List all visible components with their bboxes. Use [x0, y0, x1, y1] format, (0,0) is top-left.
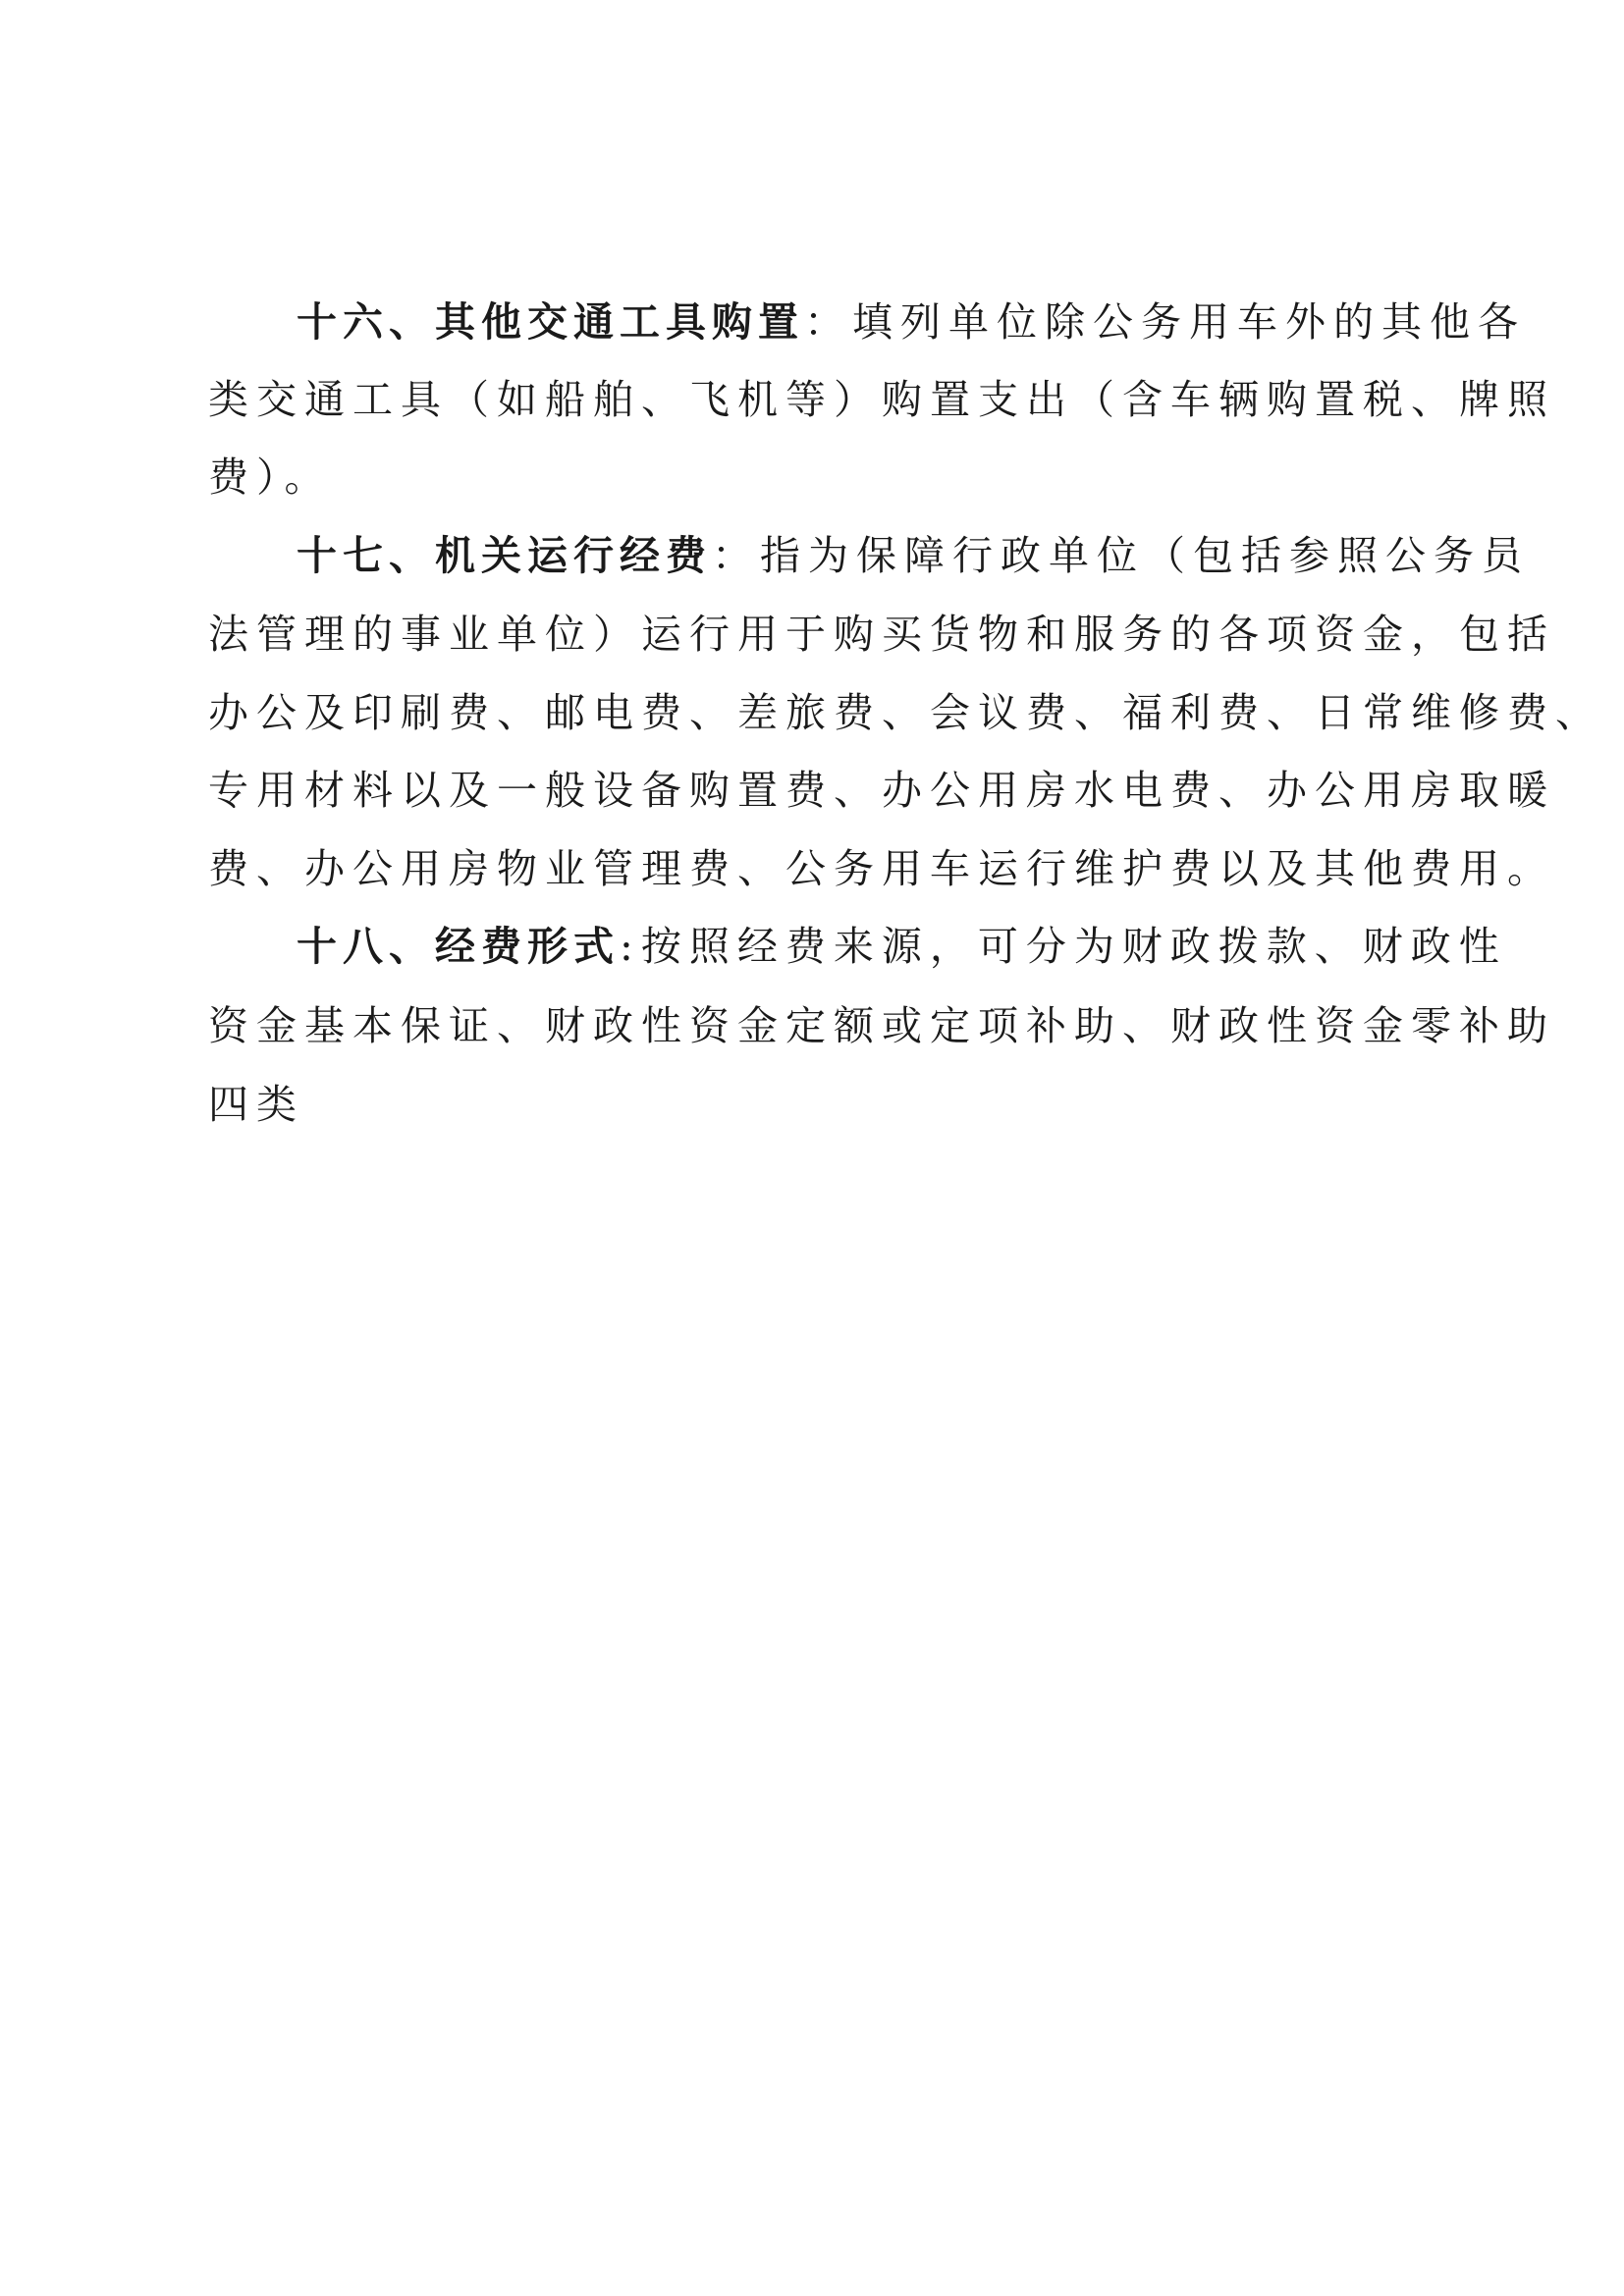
paragraph-16-line-3: 费）。 — [208, 454, 333, 501]
paragraph-18-line-2: 资金基本保证、财政性资金定额或定项补助、财政性资金零补助 — [208, 1002, 1555, 1049]
paragraph-17-text: ：指为保障行政单位（包括参照公务员 — [712, 532, 1530, 579]
paragraph-18-line-3: 四类 — [208, 1081, 304, 1128]
paragraph-17-line-1 — [297, 516, 1530, 595]
paragraph-18-term: 十八、经费形式 — [297, 923, 620, 970]
paragraph-17-line-2: 法管理的事业单位）运行用于购买货物和服务的各项资金，包括 — [208, 611, 1555, 658]
paragraph-17-line-4: 专用材料以及一般设备购置费、办公用房水电费、办公用房取暖 — [208, 767, 1555, 814]
paragraph-16-line-1 — [297, 283, 1526, 361]
paragraph-17-term: 十七、机关运行经费 — [297, 532, 712, 579]
paragraph-17-line-3: 办公及印刷费、邮电费、差旅费、会议费、福利费、日常维修费、 — [208, 689, 1603, 736]
paragraph-18-line-1 — [297, 907, 1507, 986]
paragraph-16-term: 十六、其他交通工具购置 — [297, 298, 804, 346]
paragraph-16-line-2: 类交通工具（如船舶、飞机等）购置支出（含车辆购置税、牌照 — [208, 376, 1555, 423]
paragraph-18-text: :按照经费来源，可分为财政拨款、财政性 — [620, 923, 1507, 970]
paragraph-17-line-5: 费、办公用房物业管理费、公务用车运行维护费以及其他费用。 — [208, 845, 1555, 892]
paragraph-16-text: ：填列单位除公务用车外的其他各 — [804, 298, 1526, 346]
